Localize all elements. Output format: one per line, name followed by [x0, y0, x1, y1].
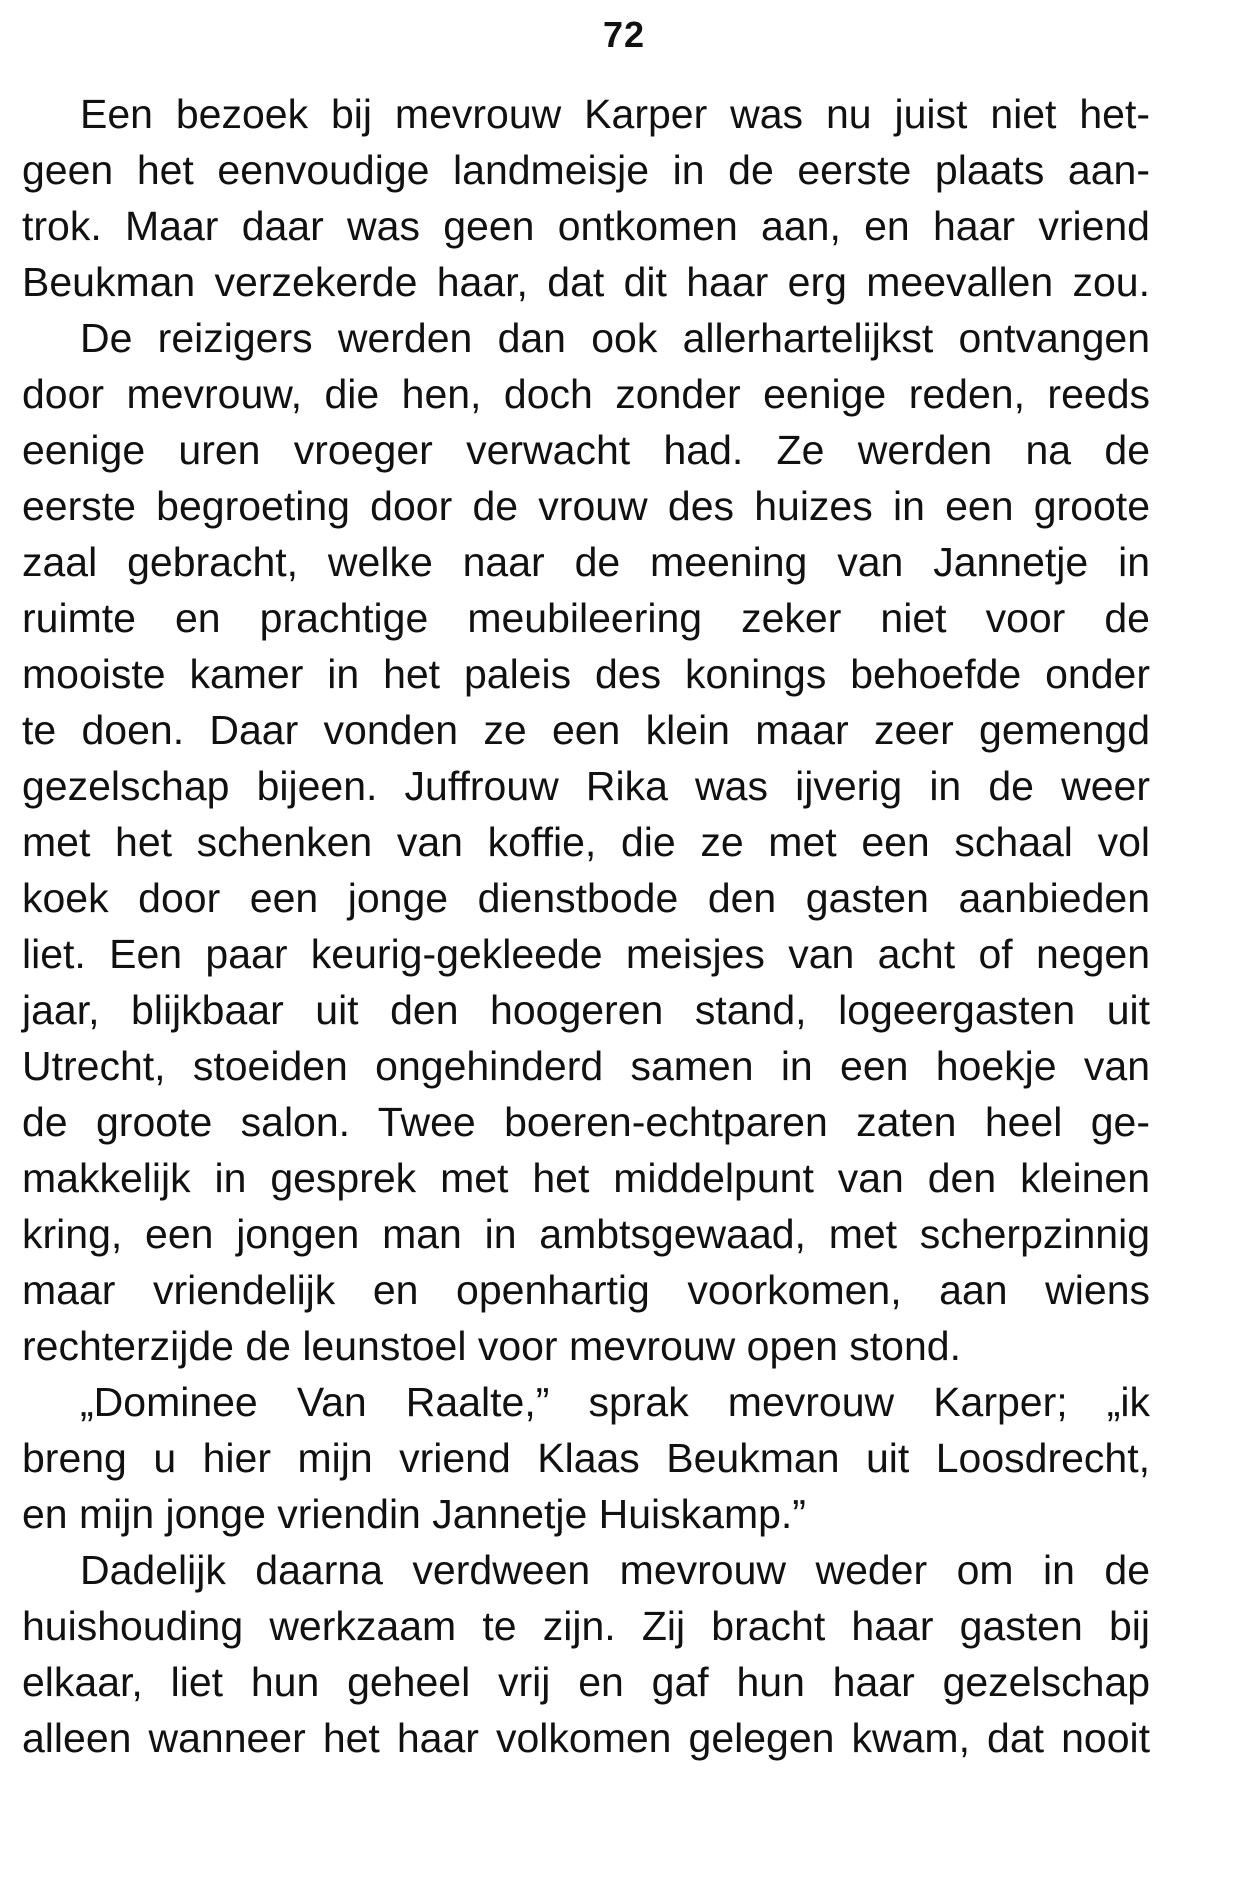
paragraph [22, 1542, 1150, 1766]
text-line: en mijn jonge vriendin Jannetje Huiskamp.” [22, 1491, 806, 1537]
text-line: huishouding werkzaam te zijn. Zij bracht haar gasten bij [22, 1603, 1150, 1649]
text-line: makkelijk in gesprek met het middelpunt van den kleinen [22, 1155, 1150, 1201]
text-line: eenige uren vroeger verwacht had. Ze werden na de [22, 427, 1150, 473]
text-line: te doen. Daar vonden ze een klein maar zeer gemengd [22, 707, 1150, 753]
text-line: maar vriendelijk en openhartig voorkomen, aan wiens [22, 1267, 1150, 1313]
text-line: met het schenken van koffie, die ze met een schaal vol [22, 819, 1150, 865]
text-line: De reizigers werden dan ook allerhartelijkst ontvangen [80, 315, 1150, 361]
paragraph [22, 310, 1150, 1374]
text-line: geen het eenvoudige landmeisje in de eerste plaats aan- [22, 147, 1150, 193]
text-line: breng u hier mijn vriend Klaas Beukman uit Loosdrecht, [22, 1435, 1150, 1481]
text-line: elkaar, liet hun geheel vrij en gaf hun haar gezelschap [22, 1659, 1150, 1705]
text-line: de groote salon. Twee boeren-echtparen zaten heel ge- [22, 1099, 1150, 1145]
text-line: „Dominee Van Raalte,” sprak mevrouw Karper; „ik [80, 1379, 1150, 1425]
text-line: gezelschap bijeen. Juffrouw Rika was ijverig in de weer [22, 763, 1150, 809]
text-line: zaal gebracht, welke naar de meening van Jannetje in [22, 539, 1150, 585]
text-line: Beukman verzekerde haar, dat dit haar erg meevallen zou. [22, 259, 1150, 305]
text-line: Dadelijk daarna verdween mevrouw weder om in de [80, 1547, 1150, 1593]
text-line: jaar, blijkbaar uit den hoogeren stand, logeergasten uit [22, 987, 1150, 1033]
text-line: eerste begroeting door de vrouw des huizes in een groote [22, 483, 1150, 529]
text-line: koek door een jonge dienstbode den gasten aanbieden [22, 875, 1150, 921]
body-text [22, 86, 1150, 1766]
text-line: trok. Maar daar was geen ontkomen aan, en haar vriend [22, 203, 1150, 249]
text-line: kring, een jongen man in ambtsgewaad, met scherpzinnig [22, 1211, 1150, 1257]
text-line: ruimte en prachtige meubileering zeker niet voor de [22, 595, 1150, 641]
text-line: door mevrouw, die hen, doch zonder eenige reden, reeds [22, 371, 1150, 417]
text-line: mooiste kamer in het paleis des konings behoefde onder [22, 651, 1150, 697]
paragraph [22, 1374, 1150, 1542]
text-line: Utrecht, stoeiden ongehinderd samen in een hoekje van [22, 1043, 1150, 1089]
text-line: rechterzijde de leunstoel voor mevrouw open stond. [22, 1323, 961, 1369]
paragraph [22, 86, 1150, 310]
text-line: alleen wanneer het haar volkomen gelegen kwam, dat nooit [22, 1715, 1150, 1761]
text-line: Een bezoek bij mevrouw Karper was nu juist niet het- [80, 91, 1150, 137]
text-line: liet. Een paar keurig-gekleede meisjes van acht of negen [22, 931, 1150, 977]
page-number: 72 [602, 14, 646, 55]
